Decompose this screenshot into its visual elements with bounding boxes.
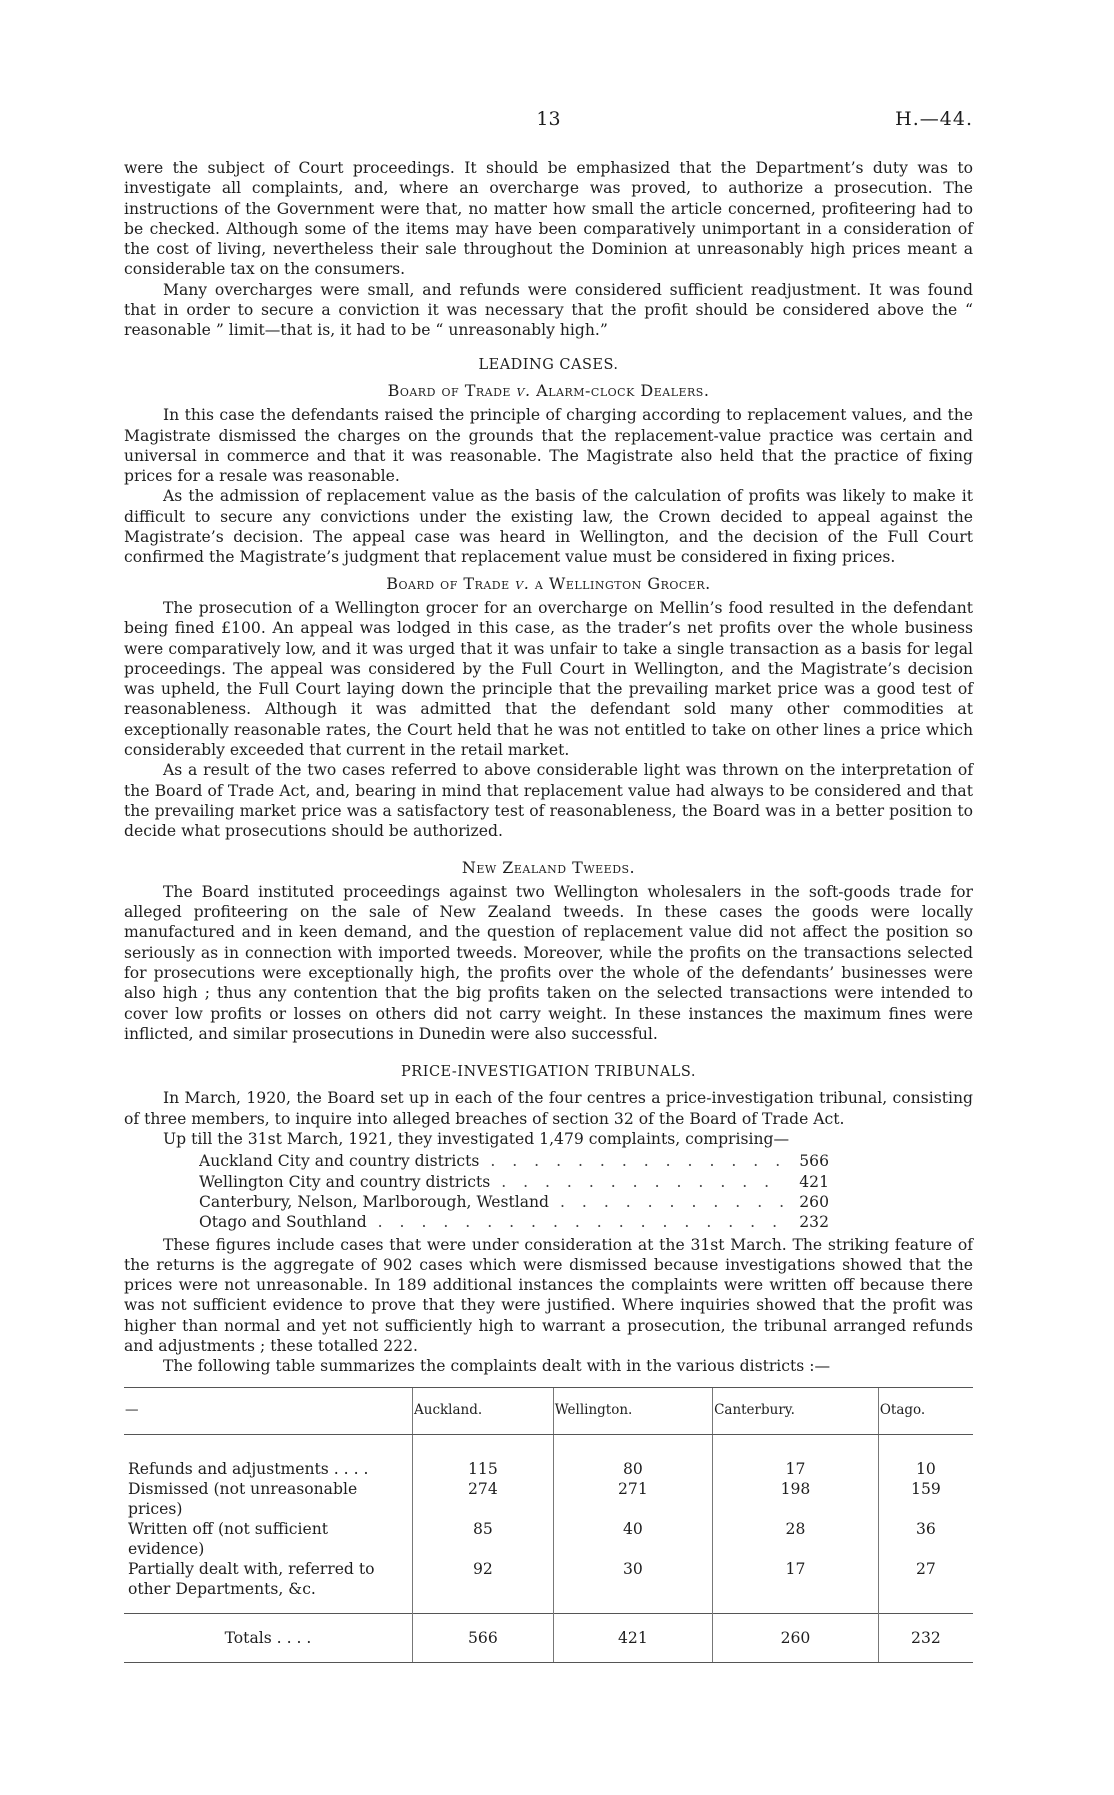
paragraph: Up till the 31st March, 1921, they investigated 1,479 complaints, comprising— <box>163 1130 790 1149</box>
complaints-list <box>199 1151 829 1232</box>
paragraph: As the admission of replacement value as the basis of the calculation of profits was likely to make it difficult to secure any convictions under the existing law, the Crown decided to appeal against the Magistrate’s decision. The appeal case was heard in Wellington, and the decision of the Full Court confirmed the Magistrate’s judgment that replacement value must be considered in fixing prices. <box>124 487 973 567</box>
table-row <box>124 1559 973 1614</box>
list-item-name: Canterbury, Nelson, Marlborough, Westland . . . <box>199 1192 785 1212</box>
table-row <box>124 1479 973 1519</box>
table-cell: 232 <box>878 1613 973 1662</box>
list-item <box>199 1212 829 1232</box>
table-cell: 80 <box>553 1434 712 1479</box>
table-cell: 28 <box>713 1519 879 1559</box>
table-cell: 421 <box>553 1613 712 1662</box>
table-header-cell: Canterbury. <box>713 1387 879 1434</box>
paragraph: The prosecution of a Wellington grocer for an overcharge on Mellin’s food resulted in the defendant being fined £100. An appeal was lodged in this case, as the trader’s net profits over the whole business were comparatively low, and it was urged that it was unfair to take a single transaction as a basis for legal proceedings. The appeal was considered by the Full Court in Wellington, and the Magistrate’s decision was upheld, the Full Court laying down the principle that the prevailing market price was a good test of reasonableness. Although it was admitted that the defendant sold many other commodities at exceptionally reasonable rates, the Court held that he was not entitled to take on other lines a price which considerably exceeded that current in the retail market. <box>124 598 973 760</box>
document-code: H.—44. <box>895 108 973 130</box>
table-cell: 36 <box>878 1519 973 1559</box>
section-heading-tribunals: PRICE-INVESTIGATION TRIBUNALS. <box>401 1064 696 1081</box>
paragraph: Many overcharges were small, and refunds were considered sufficient readjustment. It was found that in order to secure a conviction it was necessary that the profit should be considered above the “ reasonable ” limit—that is, it had to be “ unreasonably high.” <box>124 280 973 340</box>
paragraph: were the subject of Court proceedings. It should be emphasized that the Department’s duty was to investigate all complaints, and, where an overcharge was proved, to authorize a prosecution. The instructions of the Government were that, no matter how small the article concerned, profiteering had to be checked. Although some of the items may have been comparatively unimportant in a consideration of the cost of living, nevertheless their sale throughout the Dominion at unreasonably high prices meant a considerable tax on the consumers. <box>124 159 973 279</box>
case-title-part: Board of Trade <box>386 573 510 593</box>
paragraph: These figures include cases that were under consideration at the 31st March. The striking feature of the returns is the aggregate of 902 cases which were dismissed because investigations showed that the prices were not unreasonable. In 189 additional instances the complaints were written off because there was not sufficient evidence to prove that they were justified. Where inquiries showed that the profit was higher than normal and yet not sufficiently high to warrant a prosecution, the tribunal arranged refunds and adjustments ; these totalled 222. <box>124 1235 973 1356</box>
list-item <box>199 1151 829 1171</box>
table-cell: 17 <box>713 1559 879 1614</box>
table-header-row <box>124 1387 973 1434</box>
page-header <box>124 108 973 138</box>
list-item <box>199 1192 829 1212</box>
table-header-cell: — <box>124 1387 413 1434</box>
case-title-part: Alarm-clock Dealers. <box>536 380 710 400</box>
table-row <box>124 1434 973 1479</box>
paragraph: The Board instituted proceedings against two Wellington wholesalers in the soft-goods trade for alleged profiteering on the sale of New Zealand tweeds. In these cases the goods were locally manufactured and in keen demand, and the question of replacement value did not affect the position so seriously as in connection with imported tweeds. Moreover, while the profits on the transactions selected for prosecutions were exceptionally high, the profits over the whole of the defendants’ businesses were also high ; thus any contention that the big profits taken on the selected transactions were intended to cover low profits or losses on others did not carry weight. In these instances the maximum fines were inflicted, and similar prosecutions in Dunedin were also successful. <box>124 882 973 1043</box>
table-cell: 566 <box>413 1613 554 1662</box>
paragraph: In this case the defendants raised the principle of charging according to replacement values, and the Magistrate dismissed the charges on the grounds that the replacement-value practice was certain and universal in commerce and that it was reasonable. The Magistrate also held that the practice of fixing prices for a resale was reasonable. <box>124 406 973 486</box>
table-row-label: Partially dealt with, referred to other Departments, &c. <box>128 1559 375 1598</box>
table-row <box>124 1519 973 1559</box>
table-cell: 92 <box>413 1559 554 1614</box>
table-cell: 159 <box>878 1479 973 1519</box>
case-title-versus: v. <box>515 573 530 593</box>
case-heading-wellington-grocer <box>124 574 973 594</box>
table-header-cell: Otago. <box>878 1387 973 1434</box>
table-row-label: Refunds and adjustments . . . . <box>128 1459 369 1478</box>
case-title-part: Board of Trade <box>387 380 511 400</box>
table-cell: 260 <box>713 1613 879 1662</box>
case-heading-alarm-clock <box>124 381 973 401</box>
table-cell: 17 <box>713 1434 879 1479</box>
table-row-label: Written off (not sufficient evidence) <box>128 1519 329 1558</box>
complaints-table <box>124 1387 973 1663</box>
list-item-name: Otago and Southland . . . <box>199 1212 785 1232</box>
list-item-name: Wellington City and country districts . . . <box>199 1172 785 1192</box>
paragraph: The following table summarizes the complaints dealt with in the various districts :— <box>163 1357 831 1376</box>
table-cell: 274 <box>413 1479 554 1519</box>
page-number: 13 <box>536 108 561 130</box>
list-item-value: 260 <box>799 1192 829 1211</box>
table-row-label: Dismissed (not unreasonable prices) <box>128 1479 358 1518</box>
table-cell: 27 <box>878 1559 973 1614</box>
list-item <box>199 1172 829 1192</box>
paragraph: As a result of the two cases referred to above considerable light was thrown on the interpretation of the Board of Trade Act, and, bearing in mind that replacement value had always to be considered and that the prevailing market price was a satisfactory test of reasonableness, the Board was in a better position to decide what prosecutions should be authorized. <box>124 761 973 841</box>
list-item-name: Auckland City and country districts . . . <box>199 1151 785 1171</box>
table-cell: 198 <box>713 1479 879 1519</box>
table-cell: 30 <box>553 1559 712 1614</box>
case-title-part: a Wellington Grocer. <box>534 573 711 593</box>
paragraph: In March, 1920, the Board set up in each of the four centres a price-investigation tribunal, consisting of three members, to inquire into alleged breaches of section 32 of the Board of Trade Act. <box>124 1089 973 1128</box>
case-title-versus: v. <box>516 380 531 400</box>
table-cell: 10 <box>878 1434 973 1479</box>
table-cell: 271 <box>553 1479 712 1519</box>
table-cell: 85 <box>413 1519 554 1559</box>
table-cell: 115 <box>413 1434 554 1479</box>
section-heading-leading-cases: LEADING CASES. <box>478 356 619 373</box>
table-header-cell: Wellington. <box>553 1387 712 1434</box>
section-heading-tweeds: New Zealand Tweeds. <box>461 857 636 877</box>
table-cell: 40 <box>553 1519 712 1559</box>
document-body <box>124 158 973 1663</box>
list-item-value: 232 <box>799 1213 829 1232</box>
table-totals-row <box>124 1613 973 1662</box>
list-item-value: 566 <box>799 1152 829 1171</box>
list-item-value: 421 <box>799 1172 829 1191</box>
table-header-cell: Auckland. <box>413 1387 554 1434</box>
table-row-label: Totals . . . . <box>124 1613 413 1662</box>
